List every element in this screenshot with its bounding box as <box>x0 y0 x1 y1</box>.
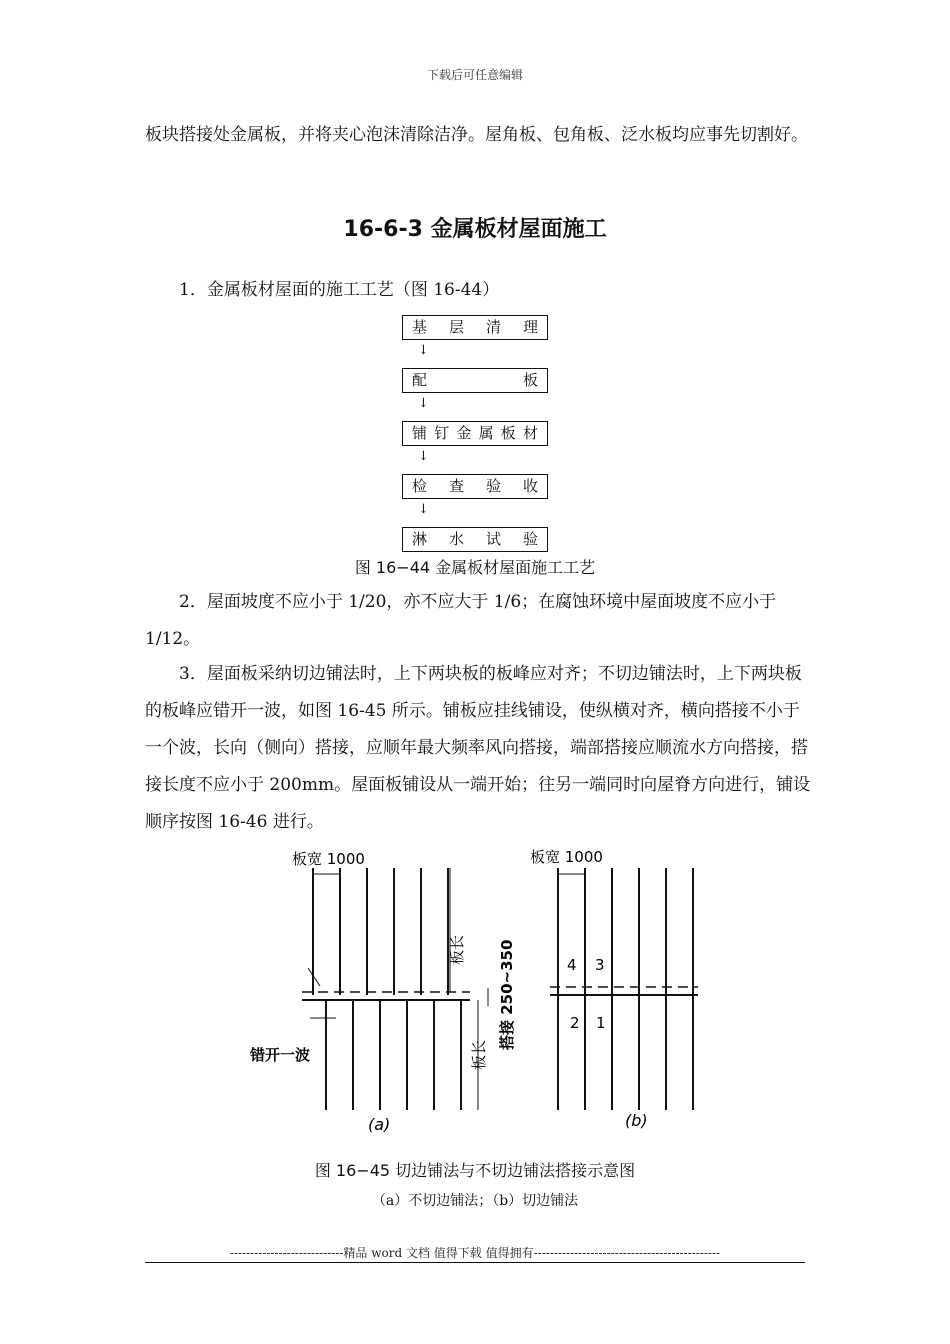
flow-arrow-icon: ↓ <box>418 396 429 411</box>
order-number-3: 3 <box>595 956 605 974</box>
flow-step-char: 水 <box>448 530 464 548</box>
flow-step-char: 板 <box>500 424 516 442</box>
offset-label: 错开一波 <box>250 1046 311 1064</box>
panel-b-label: (b) <box>625 1111 648 1130</box>
flowchart-caption: 图 16−44 金属板材屋面施工工艺 <box>354 558 596 577</box>
width-label-a: 板宽 1000 <box>292 850 365 868</box>
item-1: 1．金属板材屋面的施工工艺（图 16-44） <box>179 280 500 300</box>
item-3: 3．屋面板采纳切边铺法时，上下两块板的板峰应对齐；不切边铺法时，上下两块板的板峰应错开一波，如图 16-45 所示。铺板应挂线铺设，使纵横对齐，横向搭接不小于一个波，长向（侧向）搭接，应顺年最大频率风向搭接，端部搭接应顺流水方向搭接，搭接长度不应小于 200mm。屋面板铺设从一端开始；往另一端同时向屋脊方向进行，铺设顺序按图 16-46 进行。 <box>145 664 811 832</box>
flow-step-5 <box>402 527 548 552</box>
flow-step-char: 试 <box>485 530 501 548</box>
flow-step-char: 查 <box>448 477 464 495</box>
flow-step-char: 材 <box>522 424 538 442</box>
panel-a-label: (a) <box>368 1115 391 1134</box>
flow-step-char: 检 <box>412 477 428 495</box>
plate-length-top: 板长 <box>448 934 466 965</box>
overlap-label: 搭接 250~350 <box>498 939 516 1050</box>
flow-step-char: 铺 <box>412 424 428 442</box>
order-number-2: 2 <box>570 1014 580 1032</box>
footer-divider <box>145 1262 805 1263</box>
order-number-1: 1 <box>596 1014 606 1032</box>
flow-step-char: 层 <box>448 318 464 336</box>
flow-step-char: 验 <box>485 477 501 495</box>
flow-arrow-icon: ↓ <box>418 449 429 464</box>
intro-paragraph: 板块搭接处金属板，并将夹心泡沫清除洁净。屋角板、包角板、泛水板均应事先切割好。 <box>145 125 808 145</box>
flow-step-char: 基 <box>412 318 428 336</box>
flow-step-1 <box>402 315 548 340</box>
figure-caption: 图 16−45 切边铺法与不切边铺法搭接示意图 <box>314 1161 636 1180</box>
flow-step-char: 钉 <box>434 424 450 442</box>
plate-length-bottom: 板长 <box>470 1039 488 1070</box>
flow-step-char: 板 <box>522 371 538 389</box>
flow-step-char: 配 <box>412 371 428 389</box>
flow-arrow-icon: ↓ <box>418 502 429 517</box>
flow-step-3 <box>402 421 548 446</box>
section-title: 16-6-3 金属板材屋面施工 <box>343 217 607 242</box>
order-number-4: 4 <box>567 956 577 974</box>
page-header: 下载后可任意编辑 <box>426 68 523 82</box>
flow-step-char: 淋 <box>412 530 428 548</box>
flow-arrow-icon: ↓ <box>418 343 429 358</box>
flow-step-char: 清 <box>485 318 501 336</box>
flow-step-char: 理 <box>522 318 538 336</box>
flow-step-char: 属 <box>478 424 494 442</box>
flow-step-char: 金 <box>456 424 472 442</box>
width-label-b: 板宽 1000 <box>530 848 603 866</box>
flow-step-2 <box>402 368 548 393</box>
item-2: 2．屋面坡度不应小于 1/20，亦不应大于 1/6；在腐蚀环境中屋面坡度不应小于 1/12。 <box>145 592 777 649</box>
figure-subcaption: （a）不切边铺法；（b）切边铺法 <box>371 1193 579 1209</box>
overlap-diagram <box>240 840 710 1140</box>
flow-step-char: 验 <box>522 530 538 548</box>
flow-step-4 <box>402 474 548 499</box>
page-footer: ----------------------------精品 word 文档 值得下载 值得拥有---------------------------------------------- <box>229 1246 721 1260</box>
flow-step-char: 收 <box>522 477 538 495</box>
